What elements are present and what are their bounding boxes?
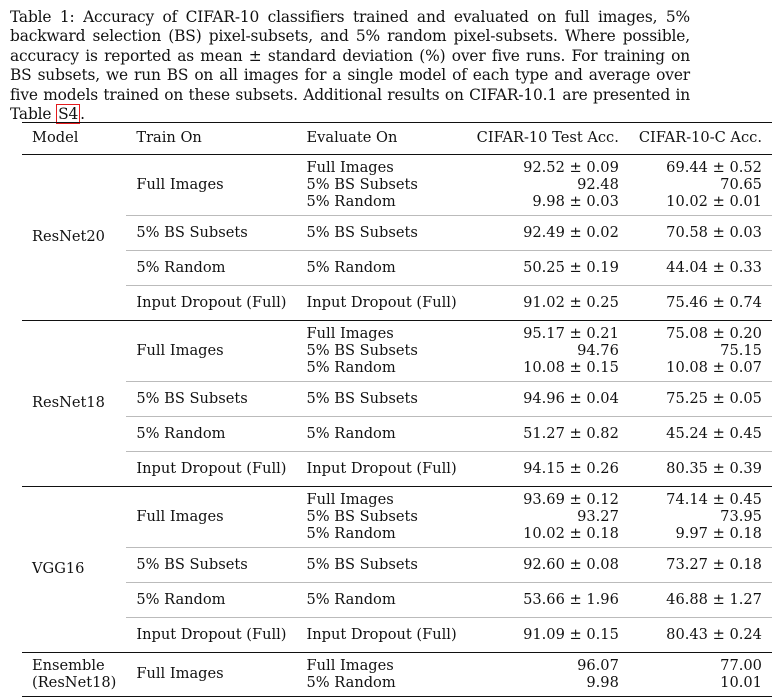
cifar10c-acc-value: 10.08 ± 0.07 — [666, 359, 762, 376]
cifar10-test-acc-value: 94.15 ± 0.26 — [523, 460, 619, 477]
cifar10-test-acc-value: 92.48 — [577, 176, 619, 193]
evaluate-on-cell — [297, 452, 467, 487]
cifar10-test-acc-value: 91.02 ± 0.25 — [523, 294, 619, 311]
cifar10c-acc-cell — [629, 548, 772, 583]
evaluate-on-cell — [297, 583, 467, 618]
cifar10c-acc-value: 74.14 ± 0.45 — [666, 491, 762, 508]
cifar10-test-acc-value: 93.27 — [577, 508, 619, 525]
evaluate-on-cell — [297, 548, 467, 583]
evaluate-on-cell — [297, 321, 467, 382]
cifar10c-acc-cell — [629, 382, 772, 417]
cifar10c-acc-value: 45.24 ± 0.45 — [666, 425, 762, 442]
train-on-cell: 5% BS Subsets — [126, 548, 296, 583]
cifar10-test-acc-value: 91.09 ± 0.15 — [523, 626, 619, 643]
table-row — [22, 321, 772, 382]
evaluate-on-cell — [297, 618, 467, 653]
cifar10-test-acc-value: 93.69 ± 0.12 — [523, 491, 619, 508]
evaluate-on-value: Input Dropout (Full) — [306, 626, 457, 643]
cifar10-test-acc-cell — [467, 216, 629, 251]
evaluate-on-cell — [297, 487, 467, 548]
table-row — [22, 155, 772, 216]
table-row — [22, 618, 772, 653]
table-s4-link[interactable]: S4 — [58, 105, 79, 124]
cifar10-test-acc-cell — [467, 653, 629, 697]
table-caption — [10, 8, 690, 124]
evaluate-on-value: 5% BS Subsets — [306, 224, 418, 241]
evaluate-on-value: Full Images — [306, 325, 394, 342]
cifar10c-acc-value: 70.65 — [720, 176, 762, 193]
cifar10-test-acc-cell — [467, 618, 629, 653]
evaluate-on-value: 5% Random — [306, 259, 396, 276]
evaluate-on-cell — [297, 417, 467, 452]
evaluate-on-value: Input Dropout (Full) — [306, 460, 457, 477]
header-cifar10c-acc: CIFAR-10-C Acc. — [638, 129, 762, 147]
cifar10-test-acc-cell — [467, 487, 629, 548]
model-name: VGG16 — [22, 487, 126, 653]
cifar10c-acc-value: 10.01 — [720, 674, 762, 691]
train-on-cell: Input Dropout (Full) — [126, 452, 296, 487]
cifar10c-acc-cell — [629, 583, 772, 618]
train-on-cell: 5% BS Subsets — [126, 382, 296, 417]
train-on-cell: Input Dropout (Full) — [126, 618, 296, 653]
cifar10c-acc-value: 75.08 ± 0.20 — [666, 325, 762, 342]
table-row — [22, 452, 772, 487]
evaluate-on-value: 5% Random — [306, 425, 396, 442]
cifar10c-acc-cell — [629, 618, 772, 653]
table-row — [22, 548, 772, 583]
evaluate-on-value: 5% BS Subsets — [306, 176, 418, 193]
evaluate-on-value: 5% BS Subsets — [306, 556, 418, 573]
model-name: ResNet18 — [22, 321, 126, 487]
header-cifar10-test-acc: CIFAR-10 Test Acc. — [476, 129, 619, 147]
cifar10-test-acc-value: 10.08 ± 0.15 — [523, 359, 619, 376]
evaluate-on-value: 5% Random — [306, 525, 396, 542]
cifar10-test-acc-value: 92.52 ± 0.09 — [523, 159, 619, 176]
cifar10-test-acc-value: 94.96 ± 0.04 — [523, 390, 619, 407]
train-on-cell: Full Images — [126, 321, 296, 382]
cifar10-test-acc-value: 53.66 ± 1.96 — [523, 591, 619, 608]
cifar10-test-acc-cell — [467, 417, 629, 452]
train-on-cell: Full Images — [126, 155, 296, 216]
cifar10-test-acc-cell — [467, 583, 629, 618]
table-row — [22, 583, 772, 618]
cifar10-test-acc-value: 92.60 ± 0.08 — [523, 556, 619, 573]
train-on-cell: Input Dropout (Full) — [126, 286, 296, 321]
cifar10c-acc-cell — [629, 251, 772, 286]
table-row — [22, 653, 772, 697]
caption-text: Table 1: Accuracy of CIFAR-10 classifiers trained and evaluated on full images, 5% backward selection (BS) pixel-subsets, and 5% random pixel-subsets. Where possible, accuracy is reported as mean ± standard deviation (%) over five runs. For training on BS subsets, we run BS on all images for a single model of each type and average over five models trained on these subsets. Additional results on CIFAR-10.1 are presented in Table — [10, 8, 690, 124]
cifar10c-acc-value: 10.02 ± 0.01 — [666, 193, 762, 210]
cifar10c-acc-cell — [629, 487, 772, 548]
cifar10c-acc-value: 75.46 ± 0.74 — [666, 294, 762, 311]
evaluate-on-value: 5% BS Subsets — [306, 342, 418, 359]
cifar10-test-acc-value: 9.98 ± 0.03 — [532, 193, 619, 210]
evaluate-on-cell — [297, 382, 467, 417]
train-on-cell: 5% Random — [126, 251, 296, 286]
evaluate-on-value: Full Images — [306, 657, 394, 674]
cifar10-test-acc-value: 92.49 ± 0.02 — [523, 224, 619, 241]
cifar10-test-acc-cell — [467, 286, 629, 321]
evaluate-on-value: 5% BS Subsets — [306, 508, 418, 525]
cifar10c-acc-cell — [629, 286, 772, 321]
cifar10c-acc-value: 9.97 ± 0.18 — [675, 525, 762, 542]
table-row — [22, 286, 772, 321]
table-row — [22, 417, 772, 452]
header-train-on: Train On — [136, 129, 202, 147]
cifar10c-acc-value: 75.25 ± 0.05 — [666, 390, 762, 407]
train-on-cell: 5% Random — [126, 583, 296, 618]
evaluate-on-cell — [297, 653, 467, 697]
cifar10c-acc-cell — [629, 216, 772, 251]
train-on-cell: Full Images — [126, 653, 296, 697]
table-row — [22, 487, 772, 548]
cifar10-test-acc-cell — [467, 321, 629, 382]
evaluate-on-value: 5% Random — [306, 591, 396, 608]
train-on-cell: 5% BS Subsets — [126, 216, 296, 251]
evaluate-on-value: 5% Random — [306, 359, 396, 376]
cifar10c-acc-cell — [629, 417, 772, 452]
table-body — [22, 155, 772, 697]
table-row — [22, 382, 772, 417]
cifar10c-acc-value: 69.44 ± 0.52 — [666, 159, 762, 176]
evaluate-on-value: 5% Random — [306, 193, 396, 210]
train-on-cell: Full Images — [126, 487, 296, 548]
cifar10-test-acc-cell — [467, 452, 629, 487]
cifar10c-acc-value: 46.88 ± 1.27 — [666, 591, 762, 608]
cifar10-test-acc-cell — [467, 548, 629, 583]
cifar10c-acc-cell — [629, 452, 772, 487]
table-row — [22, 216, 772, 251]
evaluate-on-cell — [297, 286, 467, 321]
cifar10-test-acc-cell — [467, 155, 629, 216]
cifar10-test-acc-value: 51.27 ± 0.82 — [523, 425, 619, 442]
evaluate-on-value: Full Images — [306, 159, 394, 176]
cifar10-test-acc-value: 94.76 — [577, 342, 619, 359]
evaluate-on-value: 5% BS Subsets — [306, 390, 418, 407]
model-name: ResNet20 — [22, 155, 126, 321]
evaluate-on-value: Full Images — [306, 491, 394, 508]
cifar10c-acc-cell — [629, 155, 772, 216]
header-row — [22, 123, 772, 155]
cifar10-test-acc-cell — [467, 382, 629, 417]
results-table — [22, 122, 772, 697]
cifar10-test-acc-value: 10.02 ± 0.18 — [523, 525, 619, 542]
cifar10-test-acc-value: 9.98 — [586, 674, 619, 691]
cifar10-test-acc-cell — [467, 251, 629, 286]
cifar10c-acc-value: 73.27 ± 0.18 — [666, 556, 762, 573]
cifar10c-acc-value: 75.15 — [720, 342, 762, 359]
cifar10c-acc-value: 77.00 — [720, 657, 762, 674]
cifar10-test-acc-value: 96.07 — [577, 657, 619, 674]
cifar10c-acc-value: 70.58 ± 0.03 — [666, 224, 762, 241]
evaluate-on-cell — [297, 216, 467, 251]
cifar10-test-acc-value: 95.17 ± 0.21 — [523, 325, 619, 342]
header-model: Model — [32, 129, 79, 147]
cifar10c-acc-value: 80.35 ± 0.39 — [666, 460, 762, 477]
cifar10c-acc-value: 44.04 ± 0.33 — [666, 259, 762, 276]
model-name: Ensemble (ResNet18) — [22, 653, 126, 697]
evaluate-on-cell — [297, 251, 467, 286]
evaluate-on-value: Input Dropout (Full) — [306, 294, 457, 311]
train-on-cell: 5% Random — [126, 417, 296, 452]
table-row — [22, 251, 772, 286]
cifar10c-acc-cell — [629, 653, 772, 697]
caption-end: . — [80, 105, 85, 124]
cifar10-test-acc-value: 50.25 ± 0.19 — [523, 259, 619, 276]
evaluate-on-cell — [297, 155, 467, 216]
cifar10c-acc-value: 73.95 — [720, 508, 762, 525]
cifar10c-acc-cell — [629, 321, 772, 382]
header-evaluate-on: Evaluate On — [306, 129, 398, 147]
evaluate-on-value: 5% Random — [306, 674, 396, 691]
cifar10c-acc-value: 80.43 ± 0.24 — [666, 626, 762, 643]
